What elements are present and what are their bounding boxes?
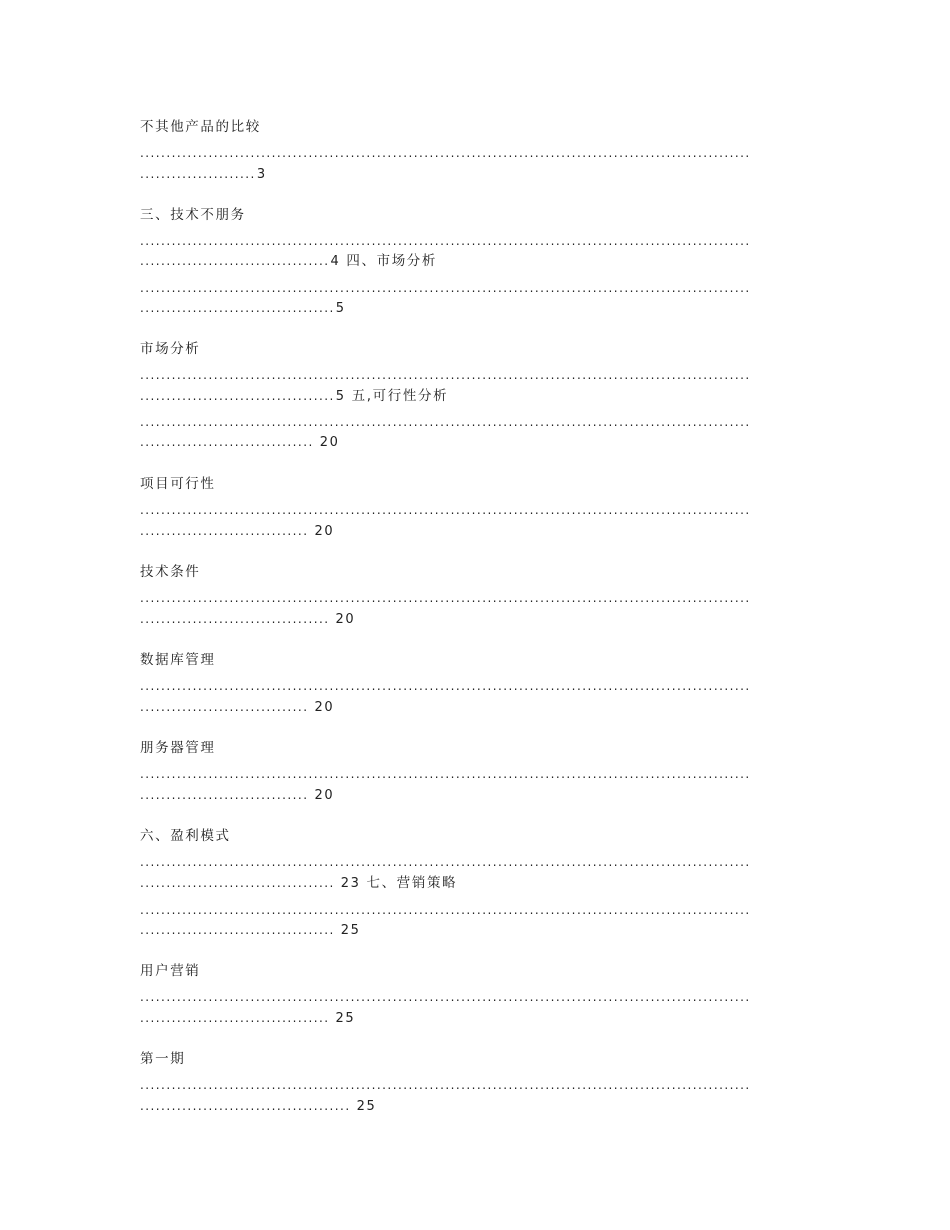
toc-leader-dots: .................................................................................................................... [140, 1078, 751, 1092]
toc-leader-dots: .................................................................................................................... [140, 679, 751, 693]
toc-page-number[interactable]: 25 [340, 923, 361, 938]
toc-entry-title[interactable]: 七、营销策略 [366, 875, 458, 891]
toc-leader-dots: ................................ [140, 700, 309, 714]
toc-entry-title[interactable]: 项目可行性 [140, 476, 216, 492]
toc-leader-dots: .................................................................................................................... [140, 368, 751, 382]
toc-entry-tail [140, 165, 267, 183]
toc-page-number[interactable]: 20 [314, 524, 335, 539]
toc-leader-dots: ........................................ [140, 1099, 351, 1113]
toc-page-number[interactable]: 20 [319, 435, 340, 450]
toc-page-number[interactable]: 20 [335, 612, 356, 627]
toc-leader-dots: ................................ [140, 524, 309, 538]
toc-leader-dots: .................................................................................................................... [140, 146, 751, 160]
toc-leader-dots: .................................................................................................................... [140, 503, 751, 517]
toc-entry-tail [140, 387, 448, 405]
toc-leader-dots: ..................................... [140, 389, 335, 403]
toc-entry-title[interactable]: 用户营销 [140, 963, 201, 979]
toc-leader-dots: ..................................... [140, 923, 335, 937]
toc-page-number[interactable]: 5 [335, 389, 346, 404]
toc-entry-tail [140, 610, 355, 628]
toc-entry-title[interactable]: 六、盈利模式 [140, 828, 231, 844]
toc-entry-tail [140, 252, 437, 270]
toc-leader-dots: .................................... [140, 1011, 330, 1025]
toc-leader-dots: .................................................................................................................... [140, 855, 751, 869]
toc-entry-title[interactable]: 数据库管理 [140, 652, 216, 668]
toc-entry-tail [140, 921, 361, 939]
toc-entry-tail [140, 299, 346, 317]
toc-entry-tail [140, 1097, 376, 1115]
toc-leader-dots: .................................................................................................................... [140, 767, 751, 781]
toc-entry-tail [140, 433, 339, 451]
toc-page-number[interactable]: 20 [314, 700, 335, 715]
toc-leader-dots: .................................................................................................................... [140, 415, 751, 429]
toc-entry-title[interactable]: 朋务器管理 [140, 740, 216, 756]
toc-entry-tail [140, 786, 334, 804]
toc-page-number[interactable]: 20 [314, 788, 335, 803]
toc-entry-tail [140, 698, 334, 716]
toc-leader-dots: ................................ [140, 788, 309, 802]
toc-entry-title[interactable]: 五,可行性分析 [351, 388, 449, 404]
toc-entry-title[interactable]: 四、市场分析 [346, 253, 438, 269]
toc-leader-dots: .................................................................................................................... [140, 281, 751, 295]
toc-entry-title[interactable]: 第一期 [140, 1051, 186, 1067]
toc-leader-dots: ...................... [140, 167, 256, 181]
toc-page-number[interactable]: 25 [356, 1099, 377, 1114]
toc-leader-dots: .................................... [140, 254, 330, 268]
toc-leader-dots: .................................... [140, 612, 330, 626]
toc-entry-tail [140, 1009, 355, 1027]
toc-leader-dots: .................................................................................................................... [140, 903, 751, 917]
toc-entry-title[interactable]: 技术条件 [140, 564, 201, 580]
toc-page-number[interactable]: 23 [340, 876, 361, 891]
toc-entry-title[interactable]: 市场分析 [140, 341, 201, 357]
toc-entry-tail [140, 522, 334, 540]
toc-entry-title[interactable]: 三、技术不朋务 [140, 207, 246, 223]
toc-page-number[interactable]: 4 [330, 254, 341, 269]
toc-leader-dots: ..................................... [140, 876, 335, 890]
toc-leader-dots: ................................. [140, 435, 314, 449]
toc-page-number[interactable]: 25 [335, 1011, 356, 1026]
toc-entry-title[interactable]: 不其他产品的比较 [140, 119, 261, 135]
toc-page-number[interactable]: 5 [335, 301, 346, 316]
toc-leader-dots: .................................................................................................................... [140, 990, 751, 1004]
toc-entry-tail [140, 874, 457, 892]
toc-page-number[interactable]: 3 [256, 167, 267, 182]
toc-leader-dots: ..................................... [140, 301, 335, 315]
toc-leader-dots: .................................................................................................................... [140, 234, 751, 248]
toc-leader-dots: .................................................................................................................... [140, 591, 751, 605]
